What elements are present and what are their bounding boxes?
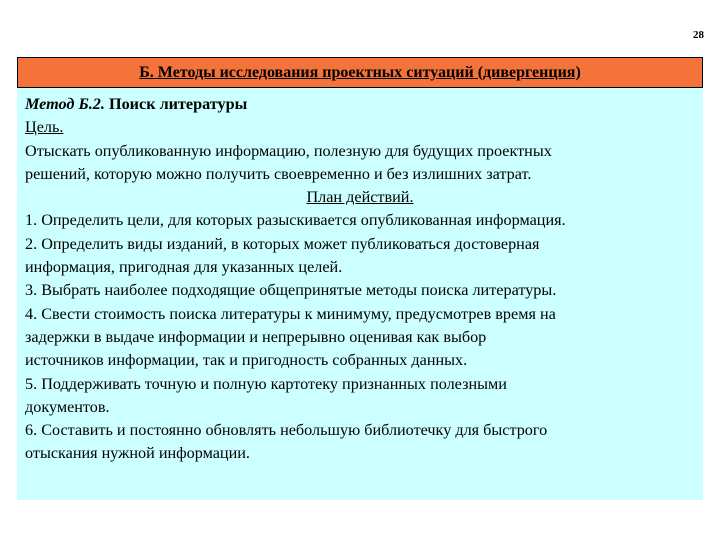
step-line: 3. Выбрать наиболее подходящие общепринятые методы поиска литературы. bbox=[25, 281, 557, 300]
step-line: 2. Определить виды изданий, в которых может публиковаться достоверная bbox=[25, 234, 540, 253]
goal-line: Отыскать опубликованную информацию, полезную для будущих проектных bbox=[25, 141, 552, 160]
step-line: 6. Составить и постоянно обновлять небольшую библиотечку для быстрого bbox=[25, 421, 548, 440]
step-line: отыскания нужной информации. bbox=[25, 444, 250, 463]
header-bar bbox=[17, 57, 703, 88]
goal-heading: Цель. bbox=[25, 118, 64, 137]
step-line: задержки в выдаче информации и непрерывно оценивая как выбор bbox=[25, 327, 487, 346]
method-title bbox=[25, 93, 703, 116]
method-label: Метод Б.2. bbox=[25, 95, 105, 113]
step-line: источников информации, так и пригодность собранных данных. bbox=[25, 351, 468, 370]
goal-line: решений, которую можно получить своевременно и без излишних затрат. bbox=[25, 164, 532, 183]
page-number: 28 bbox=[693, 29, 704, 41]
step-line: 1. Определить цели, для которых разыскивается опубликованная информация. bbox=[25, 211, 566, 230]
step-line: информация, пригодная для указанных целей. bbox=[25, 258, 343, 277]
method-name: Поиск литературы bbox=[104, 95, 248, 113]
plan-heading bbox=[25, 186, 703, 209]
content-box bbox=[17, 88, 703, 500]
step-line: 5. Поддерживать точную и полную картотеку признанных полезными bbox=[25, 374, 507, 393]
plan-heading-text: План действий. bbox=[306, 188, 414, 207]
header-title: Б. Методы исследования проектных ситуаций (дивергенция) bbox=[139, 63, 581, 81]
step-line: документов. bbox=[25, 397, 110, 416]
step-line: 4. Свести стоимость поиска литературы к минимуму, предусмотрев время на bbox=[25, 304, 556, 323]
